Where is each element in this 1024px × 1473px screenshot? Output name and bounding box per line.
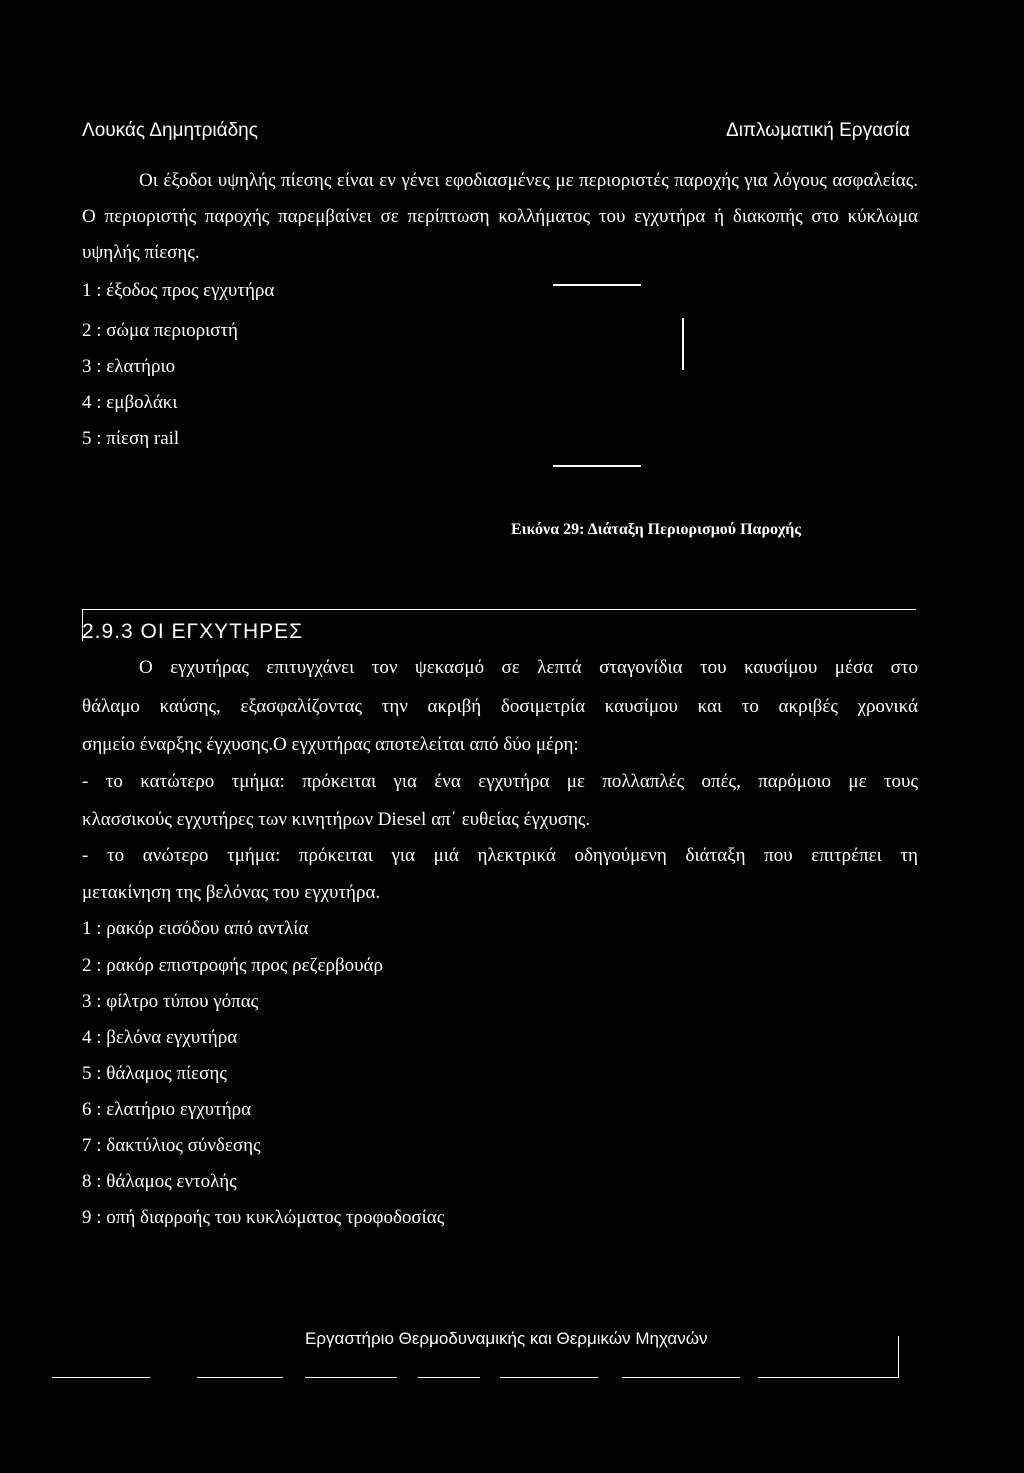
intro-text: Οι έξοδοι υψηλής πίεσης είναι εν γένει εφοδιασμένες με περιοριστές παροχής για λόγους ασφαλείας. Ο περιοριστής παροχής παρεμβαίνει σε περίπτωση κολλήματος του εγχυτήρα ή διακοπής στο κύκλωμα υψηλής πίεσης. <box>82 170 918 263</box>
footer-rule-5 <box>500 1377 598 1378</box>
section-para3-line1: - το ανώτερο τμήμα: πρόκειται για μιά ηλεκτρικά οδηγούμενη διάταξη που επιτρέπει τη <box>82 845 918 866</box>
footer-rule-3 <box>305 1377 397 1378</box>
section-para2-line2: κλασσικούς εγχυτήρες των κινητήρων Diesel απ΄ ευθείας έγχυσης. <box>82 809 591 830</box>
injector-legend-item-1: 1 : ρακόρ εισόδου από αντλία <box>82 918 309 939</box>
figure-artifact-line-bottom <box>553 465 641 467</box>
footer-rule-1 <box>52 1377 150 1378</box>
injector-legend-item-9: 9 : οπή διαρροής του κυκλώματος τροφοδοσίας <box>82 1207 445 1228</box>
header-doc-type: Διπλωματική Εργασία <box>726 120 910 141</box>
limiter-legend-item-4: 4 : εμβολάκι <box>82 392 178 413</box>
section-para1-line3: σημείο έναρξης έγχυσης.Ο εγχυτήρας αποτελείται από δύο μέρη: <box>82 734 579 755</box>
figure-artifact-line-top <box>553 284 641 286</box>
figure-caption: Εικόνα 29: Διάταξη Περιορισμού Παροχής <box>511 521 802 538</box>
section-para2-line1: - το κατώτερο τμήμα: πρόκειται για ένα εγχυτήρα με πολλαπλές οπές, παρόμοιο με τους <box>82 771 918 792</box>
footer-rule-6 <box>622 1377 740 1378</box>
section-para1-line1: Ο εγχυτήρας επιτυγχάνει τον ψεκασμό σε λεπτά σταγονίδια του καυσίμου μέσα στο <box>139 657 918 678</box>
limiter-legend-item-1: 1 : έξοδος προς εγχυτήρα <box>82 280 275 301</box>
footer-rule-2 <box>197 1377 283 1378</box>
injector-legend-item-8: 8 : θάλαμος εντολής <box>82 1171 237 1192</box>
section-title: 2.9.3 ΟΙ ΕΓΧΥΤΗΡΕΣ <box>82 620 304 643</box>
injector-legend-item-5: 5 : θάλαμος πίεσης <box>82 1063 227 1084</box>
limiter-legend-item-3: 3 : ελατήριο <box>82 356 176 377</box>
header-author: Λουκάς Δημητριάδης <box>82 120 258 141</box>
figure-artifact-line-vertical <box>682 318 684 370</box>
footer-rule-4 <box>418 1377 480 1378</box>
injector-legend-item-6: 6 : ελατήριο εγχυτήρα <box>82 1099 252 1120</box>
injector-legend-item-4: 4 : βελόνα εγχυτήρα <box>82 1027 238 1048</box>
injector-legend-item-2: 2 : ρακόρ επιστροφής προς ρεζερβουάρ <box>82 955 383 976</box>
section-rule-horizontal <box>82 609 916 610</box>
injector-legend-item-7: 7 : δακτύλιος σύνδεσης <box>82 1135 261 1156</box>
section-para3-line2: μετακίνηση της βελόνας του εγχυτήρα. <box>82 882 381 903</box>
footer-rule-7 <box>758 1377 898 1378</box>
footer-lab: Εργαστήριο Θερμοδυναμικής και Θερμικών Μηχανών <box>305 1329 708 1348</box>
section-para1-line2: θάλαμο καύσης, εξασφαλίζοντας την ακριβή δοσιμετρία καυσίμου και το ακριβές χρονικά <box>82 696 918 717</box>
limiter-legend-item-5: 5 : πίεση rail <box>82 428 180 449</box>
intro-paragraph <box>82 163 918 271</box>
injector-legend-item-3: 3 : φίλτρο τύπου γόπας <box>82 991 259 1012</box>
limiter-legend-item-2: 2 : σώμα περιοριστή <box>82 320 238 341</box>
footer-rule-vertical <box>898 1336 899 1378</box>
